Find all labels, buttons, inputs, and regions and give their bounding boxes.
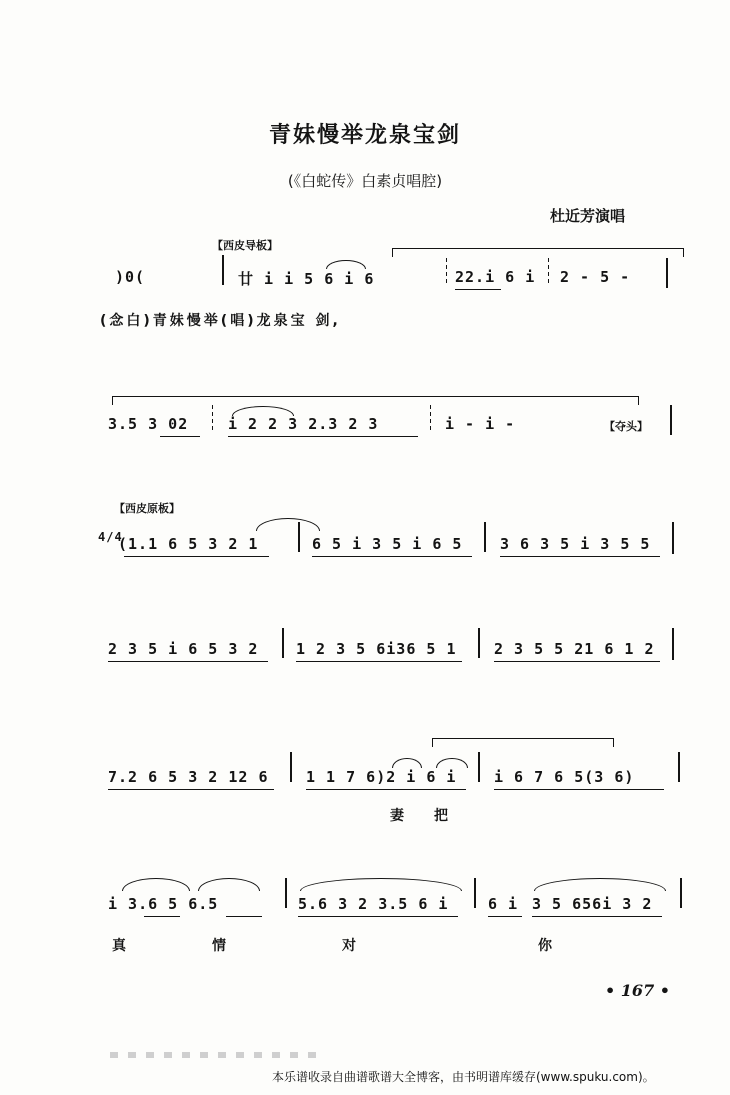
barline xyxy=(484,522,486,552)
section-label-yuanban: 【西皮原板】 xyxy=(114,502,180,515)
scan-smudge xyxy=(110,1052,320,1058)
row6-notes-a: i 3.6 5 6.5 xyxy=(108,895,219,913)
time-signature: 4/4 xyxy=(98,530,123,544)
section-label-daoban: 【西皮导板】 xyxy=(212,239,278,252)
row6-notes-c: 6 i xyxy=(488,895,519,913)
barline xyxy=(222,255,224,285)
underline xyxy=(228,436,418,437)
slur xyxy=(122,878,190,891)
row6-lyric: 真 xyxy=(112,938,129,954)
underline xyxy=(298,916,458,917)
phrase-bracket xyxy=(392,248,684,257)
dashed-barline xyxy=(446,258,447,286)
footer-source-note: 本乐谱收录自曲谱歌谱大全博客，由书明谱库缓存(www.spuku.com)。 xyxy=(272,1070,655,1084)
row1-prefix: )0( xyxy=(115,268,146,286)
barline xyxy=(672,522,674,554)
underline xyxy=(532,916,662,917)
row5-notes-b: 1 1 7 6)2 i 6 i xyxy=(306,768,457,786)
row5-lyric: 妻 xyxy=(390,808,407,824)
row4-notes-a: 2 3 5 i 6 5 3 2 xyxy=(108,640,259,658)
barline xyxy=(298,522,300,552)
row5-notes-a: 7.2 6 5 3 2 12 6 xyxy=(108,768,269,786)
slur xyxy=(392,758,422,768)
row1-notes-a: 廿 i i 5 6 i 6 xyxy=(238,270,375,288)
row1-notes-b: 22.i 6 i xyxy=(455,268,536,286)
barline xyxy=(680,878,682,908)
row5-notes-c: i 6 7 6 5(3 6) xyxy=(494,768,635,786)
underline xyxy=(226,916,262,917)
phrase-bracket xyxy=(112,396,639,405)
row4-notes-c: 2 3 5 5 21 6 1 2 xyxy=(494,640,655,658)
underline xyxy=(488,916,522,917)
barline xyxy=(285,878,287,908)
barline xyxy=(282,628,284,658)
row5-lyric: 把 xyxy=(434,808,451,824)
row3-notes-a: (1.1 6 5 3 2 1 xyxy=(118,535,259,553)
underline xyxy=(160,436,200,437)
barline xyxy=(666,258,668,288)
underline xyxy=(494,789,664,790)
underline xyxy=(312,556,472,557)
slur xyxy=(300,878,462,891)
barline xyxy=(478,752,480,782)
row1-lyrics: (念白)青妹慢举(唱)龙泉宝 剑, xyxy=(100,313,341,329)
barline xyxy=(672,628,674,660)
performer-credit: 杜近芳演唱 xyxy=(550,207,626,225)
underline xyxy=(306,789,466,790)
page-number: • 167 • xyxy=(605,981,670,1000)
slur xyxy=(326,260,366,269)
cue-label-duotou: 【夺头】 xyxy=(604,420,648,433)
row3-notes-c: 3 6 3 5 i 3 5 5 xyxy=(500,535,651,553)
underline xyxy=(108,789,274,790)
row6-lyric: 情 xyxy=(212,938,229,954)
slur xyxy=(534,878,666,891)
underline xyxy=(108,661,268,662)
phrase-bracket xyxy=(432,738,614,747)
row6-lyric: 对 xyxy=(342,938,359,954)
row2-notes-c: i - i - xyxy=(445,415,516,433)
barline xyxy=(670,405,672,435)
row3-notes-b: 6 5 i 3 5 i 6 5 xyxy=(312,535,463,553)
row2-notes-b: i 2 2 3 2.3 2 3 xyxy=(228,415,379,433)
underline xyxy=(144,916,180,917)
dashed-barline xyxy=(548,258,549,286)
underline xyxy=(124,556,269,557)
underline xyxy=(494,661,660,662)
barline xyxy=(678,752,680,782)
row2-notes-a: 3.5 3 02 xyxy=(108,415,189,433)
slur xyxy=(256,518,320,531)
song-subtitle: (《白蛇传》白素贞唱腔) xyxy=(287,172,443,190)
underline xyxy=(455,289,501,290)
barline xyxy=(478,628,480,658)
slur xyxy=(198,878,260,891)
dashed-barline xyxy=(430,405,431,433)
row6-lyric: 你 xyxy=(538,938,555,954)
row6-notes-d: 3 5 656i 3 2 xyxy=(532,895,653,913)
row6-notes-b: 5.6 3 2 3.5 6 i xyxy=(298,895,449,913)
barline xyxy=(474,878,476,908)
song-title: 青妹慢举龙泉宝剑 xyxy=(268,123,461,148)
row1-notes-c: 2 - 5 - xyxy=(560,268,631,286)
underline xyxy=(500,556,660,557)
barline xyxy=(290,752,292,782)
slur xyxy=(436,758,468,768)
dashed-barline xyxy=(212,405,213,433)
underline xyxy=(296,661,462,662)
row4-notes-b: 1 2 3 5 6i36 5 1 xyxy=(296,640,457,658)
slur xyxy=(232,406,294,416)
